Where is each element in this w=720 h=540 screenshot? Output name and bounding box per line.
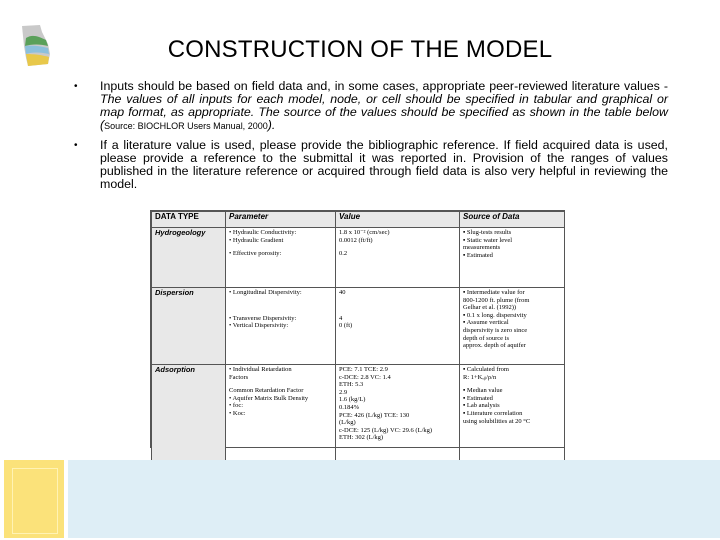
cell-line: 0.0012 (ft/ft) [339, 236, 373, 244]
source-cell [460, 228, 565, 288]
cell-line: PCE: 7.1 TCE: 2.9 [339, 366, 388, 373]
cell-line: • Transverse Dispersivity: [229, 314, 297, 322]
slide-title: CONSTRUCTION OF THE MODEL [167, 36, 553, 63]
source-cell [460, 365, 565, 461]
cell-line: ▪ Calculated from [463, 366, 509, 373]
cell-line: ETH: 5.3 [339, 381, 364, 389]
bullet-item [72, 80, 668, 133]
table-row [152, 288, 565, 365]
bullet-text: Inputs should be based on field data and, in some cases, appropriate peer-reviewed literature values - [100, 79, 668, 93]
cell-line: c-DCE: 125 (L/kg) VC: 29.6 (L/kg) [339, 426, 433, 434]
bullet-dot-icon: • [74, 140, 78, 151]
table-header: Parameter [226, 212, 336, 228]
decor-blue-footer [68, 460, 720, 538]
table-row [152, 365, 565, 461]
cell-line: ▪ 0.1 x long. dispersivity [463, 311, 527, 319]
cell-line: • Effective porosity: [229, 250, 282, 258]
cell-line: measurements [463, 244, 501, 252]
cell-line: ▪ Median value [463, 387, 503, 395]
cell-line: • Koc: [229, 409, 246, 417]
data-type-cell: Adsorption [152, 365, 226, 461]
decor-yellow-block [4, 460, 64, 538]
cell-line: (L/kg) [339, 419, 356, 427]
cell-line: 40 [339, 289, 346, 296]
cell-line: using solubilities at 20 °C [463, 417, 531, 425]
cell-line: • Aquifer Matrix Bulk Density [229, 394, 309, 402]
bullet-item [72, 139, 668, 191]
param-cell [226, 228, 336, 288]
cell-line: ▪ Assume vertical [463, 319, 509, 327]
bullet-dot-icon: • [74, 81, 78, 92]
input-data-table [150, 210, 565, 448]
cell-line: 0 (ft) [339, 322, 353, 330]
cell-line: 4 [339, 314, 343, 322]
cell-line: • Hydraulic Gradient [229, 236, 284, 244]
cell-line: • Hydraulic Conductivity: [229, 229, 297, 236]
source-cell [460, 288, 565, 365]
cell-line: approx. depth of aquifer [463, 342, 526, 350]
cell-line: • Longitudinal Dispersivity: [229, 289, 302, 296]
cell-line: R: 1+Kₒᵦ/ρ/n [463, 373, 497, 381]
data-type-cell: Dispersion [152, 288, 226, 365]
cell-line: • foc: [229, 402, 244, 410]
value-cell [336, 288, 460, 365]
bullet-end-text: ). [267, 118, 276, 132]
cell-line: 800-1200 ft. plume (from [463, 296, 530, 304]
data-type-cell: Hydrogeology [152, 228, 226, 288]
table-header: Source of Data [460, 212, 565, 228]
cell-line: Gelhar et al. (1992)) [463, 304, 517, 312]
value-cell [336, 365, 460, 461]
cell-line: ▪ Intermediate value for [463, 289, 525, 296]
cell-line: 1.8 x 10⁻² (cm/sec) [339, 229, 390, 236]
source-citation: Source: BIOCHLOR Users Manual, 2000 [104, 121, 268, 131]
cell-line: c-DCE: 2.8 VC: 1.4 [339, 373, 391, 381]
cell-line: ▪ Slug-tests results [463, 229, 512, 236]
bullet-text: If a literature value is used, please provide the bibliographic reference. If field acquired data is used, please provide a reference to the submittal it was reported in. Provision of the ranges of values published in the literature reference or acquired through field data is also very helpful in reviewing the model. [100, 138, 668, 191]
table-header: DATA TYPE [152, 212, 226, 228]
param-cell [226, 365, 336, 461]
cell-line: depth of source is [463, 334, 510, 342]
cell-line: Common Retardation Factor [229, 387, 304, 395]
cell-line: ▪ Lab analysis [463, 402, 500, 410]
cell-line: dispersivity is zero since [463, 326, 528, 334]
table-header: Value [336, 212, 460, 228]
cell-line: 2.9 [339, 388, 348, 396]
cell-line: Factors [229, 373, 249, 381]
cell-line: ▪ Estimated [463, 394, 493, 402]
bullet-list [72, 80, 668, 197]
cell-line: PCE: 426 (L/kg) TCE: 130 [339, 411, 410, 419]
bullet-italic-text: The values of all inputs for each model, node, or cell should be specified in tabular and graphical or map format, as appropriate. The source of the values should be specified as shown in the table below ( [100, 92, 668, 132]
cell-line: 0.2 [339, 250, 348, 258]
cell-line: 0.184% [339, 403, 360, 411]
cell-line: ▪ Estimated [463, 251, 493, 259]
cell-line: ▪ Literature correlation [463, 409, 523, 417]
cell-line: 1.6 (kg/L) [339, 396, 366, 404]
param-cell [226, 288, 336, 365]
table-row [152, 228, 565, 288]
cell-line: ETH: 302 (L/kg) [339, 434, 384, 442]
cell-line: • Individual Retardation [229, 366, 292, 373]
cell-line: ▪ Static water level [463, 236, 513, 244]
cell-line: • Vertical Dispersivity: [229, 322, 289, 330]
value-cell [336, 228, 460, 288]
